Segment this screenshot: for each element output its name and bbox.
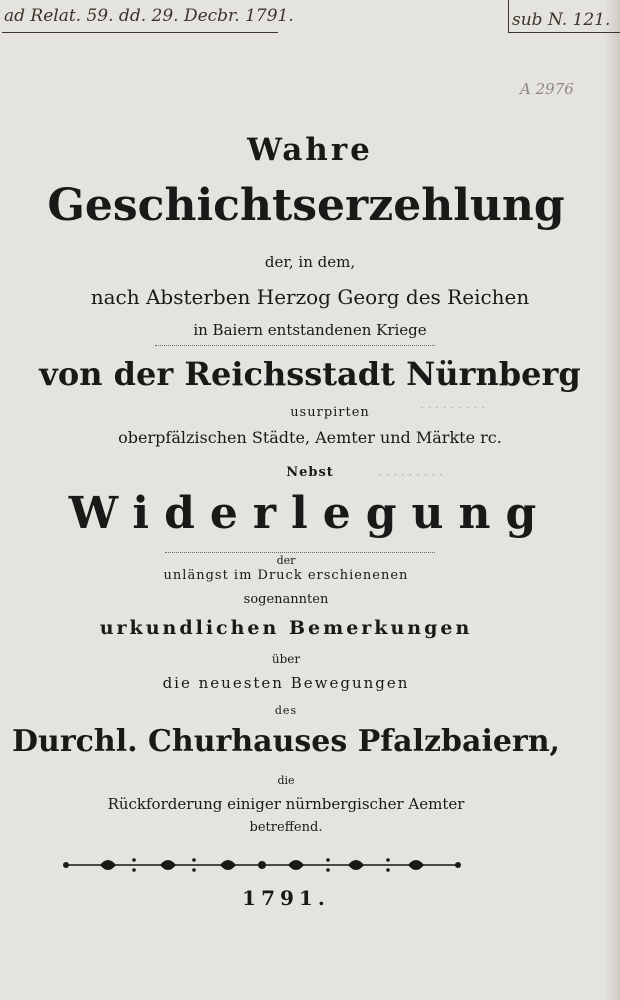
title-line-pfalzbaiern: Durchl. Churhauses Pfalzbaiern, [12, 724, 560, 759]
dotted-rule [155, 345, 435, 347]
title-line: die [277, 774, 295, 787]
title-line: oberpfälzischen Städte, Aemter und Märkte rc. [118, 428, 502, 447]
handwritten-box-line [508, 32, 620, 33]
title-line: betreffend. [249, 820, 323, 835]
main-title: Geschichtserzehlung [47, 180, 565, 231]
title-line: usurpirten [290, 405, 370, 420]
title-line: der, in dem, [264, 253, 356, 271]
title-line: Nebst [286, 465, 334, 480]
secondary-title: Widerlegung [68, 488, 552, 539]
bleed-through-text: · · · · · · · · · [378, 468, 443, 482]
title-line: über [271, 652, 301, 666]
title-line-nuernberg: von der Reichsstadt Nürnberg [39, 355, 581, 393]
bleed-through-text: · · · · · · · · · [420, 401, 485, 415]
handwritten-reference-note: ad Relat. 59. dd. 29. Decbr. 1791. [4, 6, 294, 26]
handwritten-number-note: sub N. 121. [512, 10, 611, 30]
title-line-bemerkungen: urkundlichen Bemerkungen [99, 617, 473, 639]
handwritten-box-line-vertical [508, 0, 509, 32]
title-line: Rückforderung einiger nürnbergischer Aemter [107, 795, 465, 813]
pencil-shelfmark-note: A 2976 [520, 80, 574, 98]
title-line: sogenannten [243, 592, 329, 607]
title-line: unlängst im Druck erschienenen [163, 568, 409, 583]
title-line: des [274, 704, 298, 717]
handwritten-underline [2, 32, 278, 33]
title-line-wahre: Wahre [247, 132, 373, 168]
title-line: in Baiern entstandenen Kriege [193, 321, 427, 339]
title-line: nach Absterben Herzog Georg des Reichen [90, 285, 530, 309]
title-line: die neuesten Bewegungen [162, 674, 410, 692]
decorative-ornament-rule [60, 852, 464, 878]
title-line: der [276, 554, 296, 567]
publication-year: 1791. [242, 886, 330, 910]
